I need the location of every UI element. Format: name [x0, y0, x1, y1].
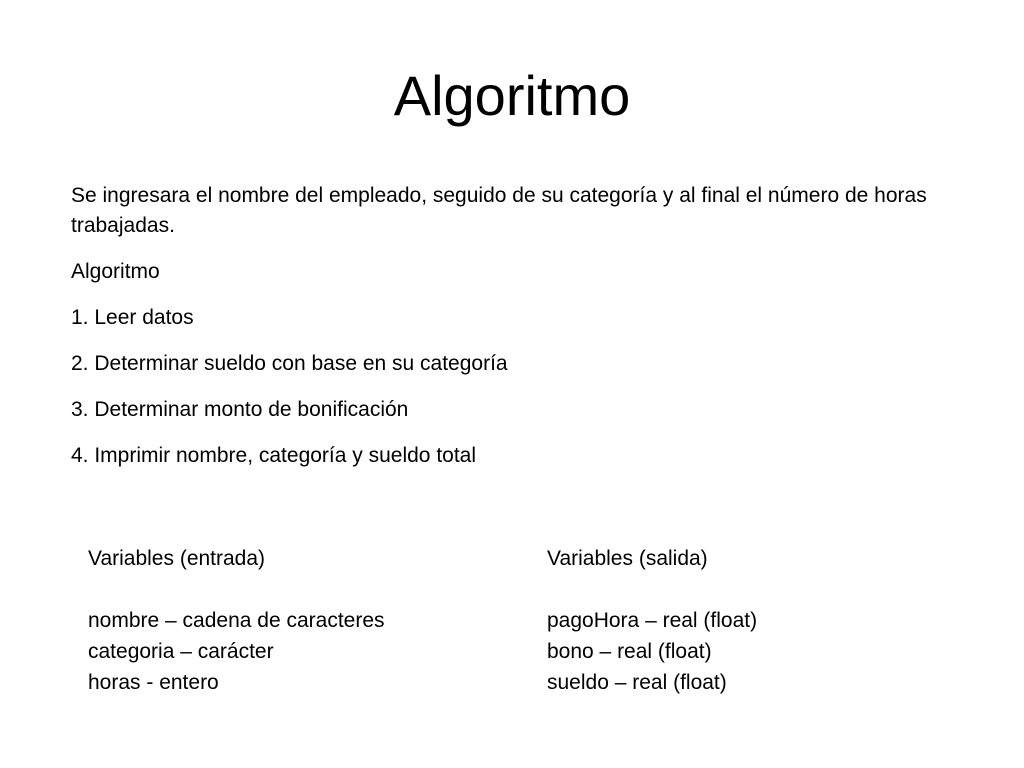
step-item: 3. Determinar monto de bonificación	[71, 398, 409, 421]
slide-title: Algoritmo	[393, 64, 631, 127]
output-variables-column	[547, 543, 987, 698]
output-variable-item: sueldo – real (float)	[547, 671, 727, 694]
input-variable-item: horas - entero	[88, 671, 219, 694]
algorithm-heading: Algoritmo	[71, 260, 160, 283]
intro-paragraph: Se ingresara el nombre del empleado, seguido de su categoría y al final el número de horas trabajadas.	[71, 184, 927, 237]
output-variables-header: Variables (salida)	[547, 547, 708, 570]
slide-body	[71, 181, 951, 487]
step-item: 4. Imprimir nombre, categoría y sueldo total	[71, 444, 477, 467]
step-item: 1. Leer datos	[71, 306, 194, 329]
output-variable-item: bono – real (float)	[547, 640, 712, 663]
input-variable-item: nombre – cadena de caracteres	[88, 609, 385, 632]
input-variables-header: Variables (entrada)	[88, 547, 266, 570]
step-item: 2. Determinar sueldo con base en su categoría	[71, 352, 508, 375]
output-variable-item: pagoHora – real (float)	[547, 609, 758, 632]
input-variables-column	[88, 543, 528, 698]
input-variable-item: categoria – carácter	[88, 640, 274, 663]
